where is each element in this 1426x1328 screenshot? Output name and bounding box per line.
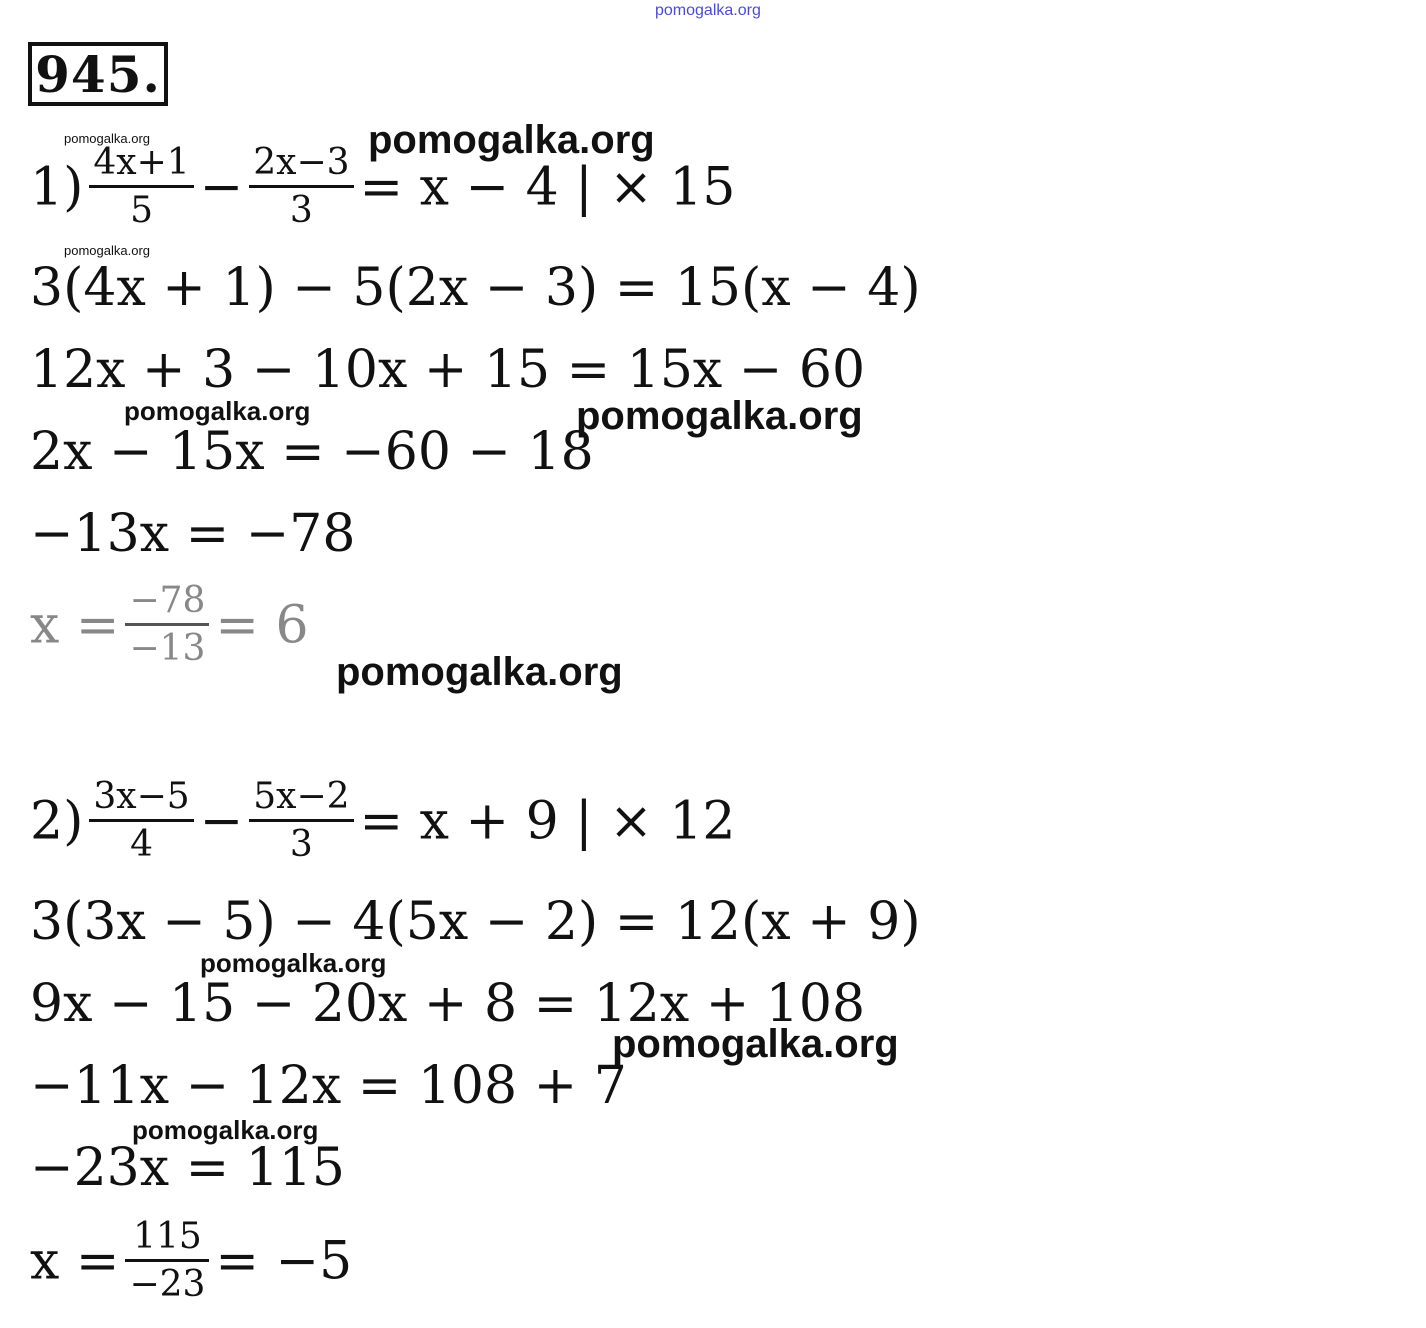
watermark: pomogalka.org [336,650,623,694]
part2-step-2: 9x − 15 − 20x + 8 = 12x + 108 [30,974,866,1034]
part2-step-4: −23x = 115 [30,1138,345,1198]
part2-rhs: = x + 9 | × 12 [359,791,736,852]
part2-label: 2) [30,791,84,852]
part1-label: 1) [30,157,84,218]
part1-rhs: = x − 4 | × 15 [359,157,736,218]
part2-equation [30,776,736,870]
watermark: pomogalka.org [64,131,150,146]
watermark: pomogalka.org [64,243,150,258]
watermark: pomogalka.org [200,948,387,978]
part1-step-4: −13x = −78 [30,504,356,564]
part1-result: x = $\frac{-78}{-13}$ = 6 [30,580,309,670]
part2-step-1: 3(3x − 5) − 4(5x − 2) = 12(x + 9) [30,892,921,952]
watermark: pomogalka.org [576,394,863,438]
part2-fraction-a: $\frac{3x-5}{4}$ [89,776,193,866]
watermark: pomogalka.org [132,1115,319,1145]
watermark: pomogalka.org [368,118,655,162]
problem-number: 945. [28,42,168,106]
part2-minus: − [199,791,244,852]
part1-step-1: 3(4x + 1) − 5(2x − 3) = 15(x − 4) [30,258,921,318]
part1-step-3: 2x − 15x = −60 − 18 [30,422,594,482]
watermark: pomogalka.org [124,396,311,426]
part1-step-2: 12x + 3 − 10x + 15 = 15x − 60 [30,340,866,400]
part1-fraction-a: $\frac{4x+1}{5}$ [89,142,193,232]
watermark: pomogalka.org [612,1022,899,1066]
part2-result-fraction: $\frac{115}{-23}$ [125,1216,209,1306]
part2-step-3: −11x − 12x = 108 + 7 [30,1056,627,1116]
part1-minus: − [199,157,244,218]
watermark-top: pomogalka.org [655,2,761,19]
part2-fraction-b: $\frac{5x-2}{3}$ [249,776,353,866]
part1-fraction-b: $\frac{2x-3}{3}$ [249,142,353,232]
part2-result: x = $\frac{115}{-23}$ = −5 [30,1216,353,1306]
part1-result-fraction: $\frac{-78}{-13}$ [125,580,209,670]
